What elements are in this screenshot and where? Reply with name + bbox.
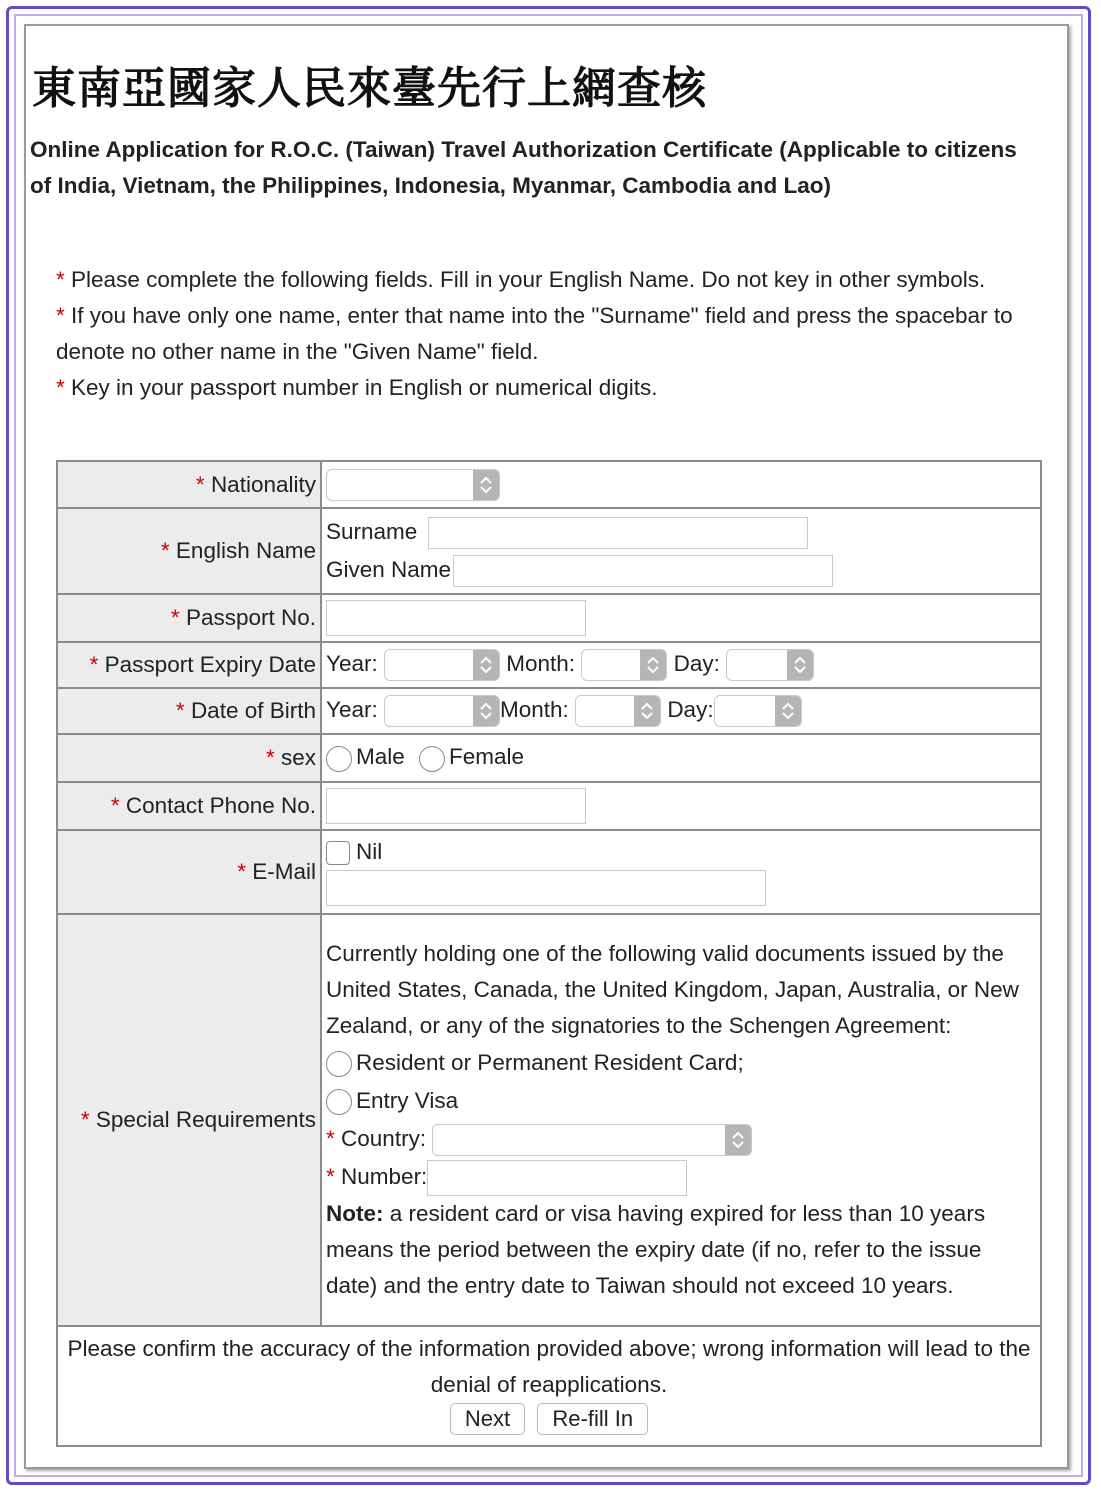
expiry-month-label: Month: [506, 650, 576, 676]
instruction-item: * Please complete the following fields. Fill in your English Name. Do not key in other symbols. [56, 267, 986, 292]
expiry-day-select[interactable] [726, 649, 814, 681]
entry-visa-radio[interactable] [326, 1089, 352, 1115]
refill-button[interactable]: Re-fill In [537, 1403, 648, 1435]
note-label: Note: [326, 1201, 384, 1226]
instruction-item: * Key in your passport number in English or numerical digits. [56, 375, 658, 400]
given-name-input[interactable] [453, 555, 833, 587]
surname-input[interactable] [428, 517, 808, 549]
next-button[interactable]: Next [450, 1403, 525, 1435]
expiry-year-select[interactable] [384, 649, 500, 681]
nil-label[interactable]: Nil [356, 839, 383, 864]
note-text: a resident card or visa having expired for less than 10 years means the period between the expiry date (if no, refer to the issue date) and the entry date to Taiwan should not exceed 10 years. [326, 1201, 986, 1298]
select-arrows-icon [473, 650, 499, 680]
date-of-birth-label: Date of Birth [190, 698, 316, 723]
email-label: E-Mail [252, 859, 316, 884]
nationality-select[interactable] [326, 469, 500, 501]
select-arrows-icon [775, 696, 801, 726]
row-sex: * sex Male Female [57, 734, 1041, 782]
special-requirements-description: Currently holding one of the following valid documents issued by the United States, Canada, the United Kingdom, Japan, Australia, or New Zealand, or any of the signatories to the Schengen Agreement: [326, 941, 1019, 1038]
instruction-item: * If you have only one name, enter that name into the "Surname" field and press the spacebar to denote no other name in the "Given Name" field. [56, 303, 1013, 364]
dob-month-label: Month: [499, 696, 569, 722]
email-input[interactable] [326, 870, 766, 906]
row-passport-no: * Passport No. [57, 594, 1041, 642]
number-input[interactable] [427, 1160, 687, 1196]
row-confirmation [57, 1326, 1041, 1446]
english-name-label: English Name [175, 538, 316, 563]
confirmation-text: Please confirm the accuracy of the information provided above; wrong information will lead to the denial of reapplications. [67, 1336, 1031, 1397]
resident-card-label[interactable]: Resident or Permanent Resident Card; [356, 1050, 744, 1075]
country-label: Country: [341, 1126, 427, 1151]
required-mark: * [56, 303, 65, 328]
row-contact-phone: * Contact Phone No. [57, 782, 1041, 830]
number-label: Number: [341, 1164, 428, 1189]
select-arrows-icon [473, 696, 499, 726]
select-arrows-icon [725, 1125, 751, 1155]
contact-phone-input[interactable] [326, 788, 586, 824]
resident-card-radio[interactable] [326, 1051, 352, 1077]
instructions [56, 262, 1016, 406]
contact-phone-label: Contact Phone No. [125, 793, 316, 818]
given-name-label: Given Name [326, 557, 452, 582]
dob-year-label: Year: [326, 696, 378, 722]
dob-day-select[interactable] [714, 695, 802, 727]
label-cell: * Nationality [57, 461, 321, 508]
country-select[interactable] [432, 1124, 752, 1156]
passport-no-label: Passport No. [185, 605, 316, 630]
female-label[interactable]: Female [449, 744, 525, 770]
select-arrows-icon [787, 650, 813, 680]
select-arrows-icon [640, 650, 666, 680]
application-page [24, 24, 1069, 1469]
sex-label: sex [280, 745, 316, 770]
dob-month-select[interactable] [575, 695, 661, 727]
dob-year-select[interactable] [384, 695, 500, 727]
page-title-chinese: 東南亞國家人民來臺先行上網查核 [32, 63, 707, 114]
row-special-requirements: * Special Requirements Currently holding one of the following valid documents issued by the United States, Canada, the United Kingdom, Japan, Australia, or New Zealand, or any of the signatories to the Schengen Agreement: Resident or Permanent Resident Card; Entry Visa * Country: * Number: Note: a resident card or visa having expired for less than 10 years means the period between the expiry date (if no, refer to the issue date) and the entry date to Taiwan should not exceed 10 years. [57, 914, 1041, 1326]
passport-expiry-label: Passport Expiry Date [104, 652, 316, 677]
dob-day-label: Day: [667, 696, 714, 722]
expiry-day-label: Day: [673, 650, 720, 676]
required-mark: * [56, 375, 65, 400]
expiry-month-select[interactable] [581, 649, 667, 681]
select-arrows-icon [473, 470, 499, 500]
row-english-name: * English Name Surname Given Name [57, 508, 1041, 594]
passport-no-input[interactable] [326, 600, 586, 636]
row-passport-expiry: * Passport Expiry Date Year: Month: Day: [57, 642, 1041, 688]
row-nationality [57, 461, 1041, 508]
select-arrows-icon [634, 696, 660, 726]
page-title-english: Online Application for R.O.C. (Taiwan) Travel Authorization Certificate (Applicable to citizens of India, Vietnam, the Philippines, Indonesia, Myanmar, Cambodia and Lao) [30, 137, 1017, 198]
row-email: * E-Mail Nil [57, 830, 1041, 914]
nationality-label: Nationality [210, 471, 316, 497]
female-radio[interactable] [419, 746, 445, 772]
surname-label: Surname [326, 519, 418, 544]
special-requirements-label: Special Requirements [95, 1107, 316, 1132]
application-form [56, 460, 1042, 1447]
note [326, 1196, 1036, 1308]
row-date-of-birth: * Date of Birth Year: Month: Day: [57, 688, 1041, 734]
male-radio[interactable] [326, 746, 352, 772]
required-mark: * [56, 267, 65, 292]
nil-checkbox[interactable] [326, 841, 350, 865]
male-label[interactable]: Male [356, 744, 405, 770]
expiry-year-label: Year: [326, 650, 378, 676]
entry-visa-label[interactable]: Entry Visa [356, 1088, 459, 1113]
